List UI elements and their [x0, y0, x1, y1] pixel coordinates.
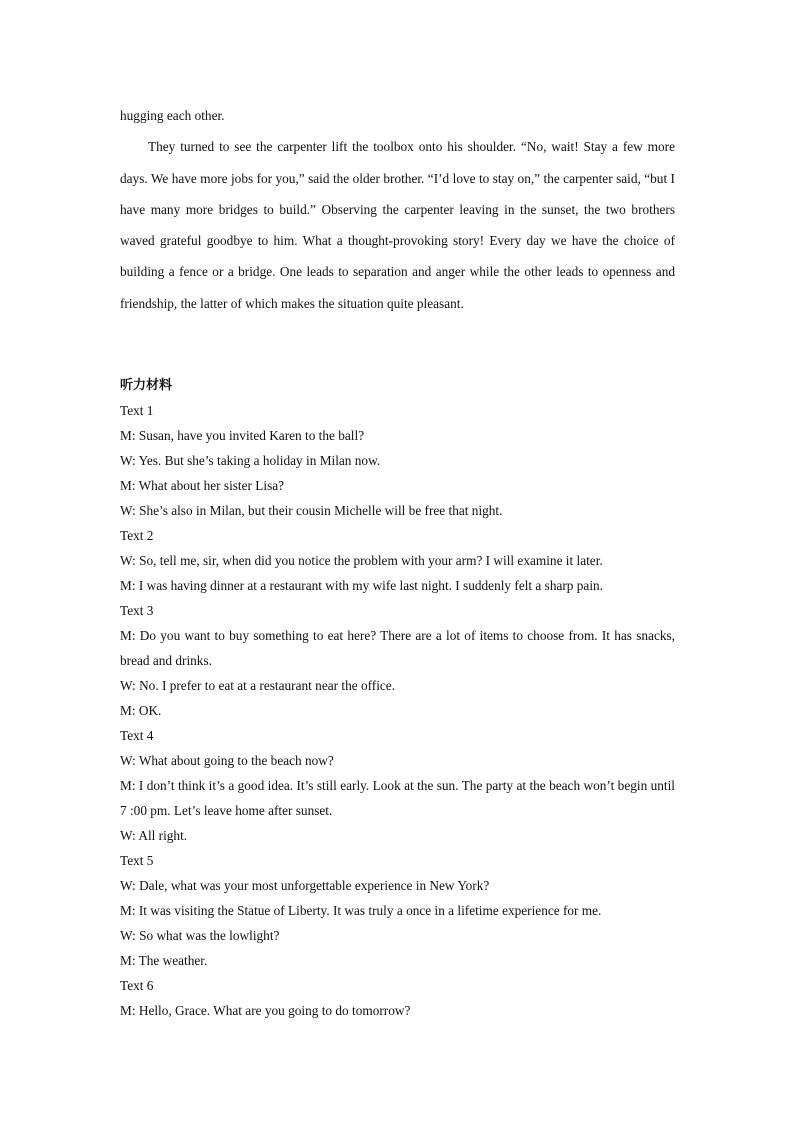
text-label: Text 4: [120, 728, 154, 744]
document-page: [120, 100, 675, 1023]
dialog-line: M: What about her sister Lisa?: [120, 478, 285, 494]
dialog-line: M: Susan, have you invited Karen to the ball?: [120, 428, 365, 444]
listening-material: [120, 398, 675, 1023]
dialog-line: M: It was visiting the Statue of Liberty. It was truly a once in a lifetime experience for me.: [120, 903, 602, 919]
dialog-line: W: So what was the lowlight?: [120, 928, 280, 944]
dialog-line: W: She’s also in Milan, but their cousin Michelle will be free that night.: [120, 503, 503, 519]
text-block-4: [120, 723, 675, 848]
section-title: 听力材料: [120, 378, 173, 394]
story-paragraph-continuation: hugging each other.: [120, 108, 225, 123]
text-block-2: [120, 523, 675, 598]
text-block-5: [120, 848, 675, 973]
text-label: Text 2: [120, 528, 154, 544]
text-label: Text 5: [120, 853, 154, 869]
story-paragraph: They turned to see the carpenter lift the toolbox onto his shoulder. “No, wait! Stay a few more days. We have more jobs for you,” said the older brother. “I’d love to stay on,” the carpenter said, “but I have many more bridges to build.” Observing the carpenter leaving in the sunset, the two brothers waved grateful goodbye to him. What a thought-provoking story! Every day we have the choice of building a fence or a bridge. One leads to separation and anger while the other leads to openness and friendship, the latter of which makes the situation quite pleasant.: [120, 139, 675, 311]
dialog-line: W: Dale, what was your most unforgettable experience in New York?: [120, 878, 490, 894]
dialog-line: W: What about going to the beach now?: [120, 753, 334, 769]
text-block-1: [120, 398, 675, 523]
dialog-line: W: So, tell me, sir, when did you notice the problem with your arm? I will examine it later.: [120, 553, 603, 569]
dialog-line: M: I was having dinner at a restaurant with my wife last night. I suddenly felt a sharp pain.: [120, 578, 603, 594]
dialog-line: M: Hello, Grace. What are you going to do tomorrow?: [120, 1003, 411, 1019]
text-block-3: [120, 598, 675, 723]
dialog-line: M: The weather.: [120, 953, 208, 969]
dialog-line: M: I don’t think it’s a good idea. It’s still early. Look at the sun. The party at the beach won’t begin until 7 :00 pm. Let’s leave home after sunset.: [120, 778, 675, 819]
dialog-line: W: Yes. But she’s taking a holiday in Milan now.: [120, 453, 381, 469]
dialog-line: M: OK.: [120, 703, 162, 719]
dialog-line: M: Do you want to buy something to eat here? There are a lot of items to choose from. It has snacks, bread and drinks.: [120, 628, 675, 669]
dialog-line: W: No. I prefer to eat at a restaurant near the office.: [120, 678, 396, 694]
text-block-6: [120, 973, 675, 1023]
dialog-line: W: All right.: [120, 828, 188, 844]
text-label: Text 3: [120, 603, 154, 619]
text-label: Text 6: [120, 978, 154, 994]
text-label: Text 1: [120, 403, 154, 419]
